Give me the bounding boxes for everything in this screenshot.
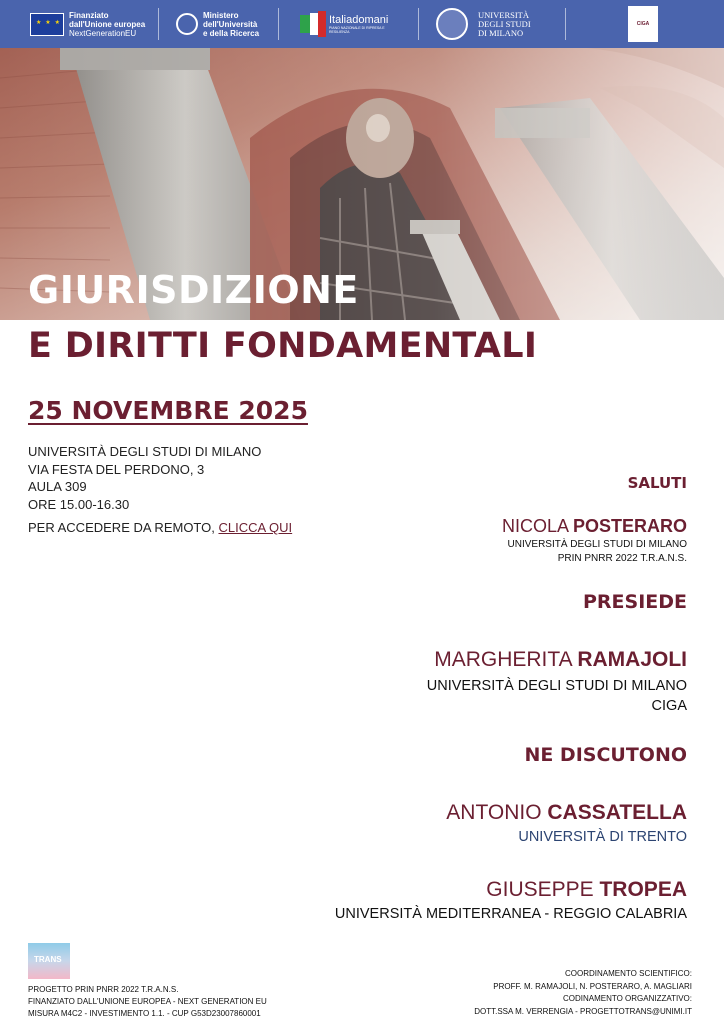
logo-bar [0,0,724,48]
event-date: 25 NOVEMBRE 2025 [28,396,308,425]
discutono-heading: NE DISCUTONO [524,744,687,766]
presiede-affiliation: UNIVERSITÀ DEGLI STUDI DI MILANO CIGA [426,678,687,714]
speaker-cassatella: ANTONIO CASSATELLA [446,801,687,824]
eu-logo: ★ ★ ★ Finanziato dall'Unione europea NextGenerationEU [30,6,145,42]
speaker-cassatella-affiliation: UNIVERSITÀ DI TRENTO [518,829,687,845]
eu-flag-icon [30,13,64,36]
title-line-1: GIURISDIZIONE [28,268,359,312]
remote-access: PER ACCEDERE DA REMOTO, CLICCA QUI [28,520,293,535]
unimi-seal-icon [436,8,468,40]
saluti-speaker: NICOLA POSTERARO [501,516,687,536]
event-place: UNIVERSITÀ DEGLI STUDI DI MILANO VIA FESTA DEL PERDONO, 3 AULA 309 ORE 15.00-16.30 [28,444,262,512]
remote-link[interactable]: CLICCA QUI [218,520,293,535]
footer-project-info: PROGETTO PRIN PNRR 2022 T.R.A.N.S. FINANZIATO DALL'UNIONE EUROPEA - NEXT GENERATION EU MISURA M4C2 - INVESTIMENTO 1.1. - CUP G53D23007860001 [28,985,267,1018]
presiede-speaker: MARGHERITA RAMAJOLI [434,648,687,671]
unimi-logo: UNIVERSITÀ DEGLI STUDI DI MILANO [436,6,531,42]
trans-logo: TRANS [28,943,70,979]
italy-flag-icon [298,11,326,37]
mur-logo: Ministero dell'Università e della Ricerca [176,6,259,42]
title-line-2: E DIRITTI FONDAMENTALI [28,326,538,366]
speaker-tropea-affiliation: UNIVERSITÀ MEDITERRANEA - REGGIO CALABRIA [334,906,687,922]
saluti-heading: SALUTI [627,474,687,492]
presiede-heading: PRESIEDE [582,591,687,613]
italiadomani-logo: Italiadomani PIANO NAZIONALE DI RIPRESA E RESILIENZA [298,6,399,42]
ciga-logo: CIGA [628,6,658,42]
footer-coordination: COORDINAMENTO SCIENTIFICO: PROFF. M. RAMAJOLI, N. POSTERARO, A. MAGLIARI CODINAMENTO ORGANIZZATIVO: DOTT.SSA M. VERRENGIA - PROGETTOTRANS@UNIMI.IT [474,969,692,1016]
republic-emblem-icon [176,13,198,35]
speaker-tropea: GIUSEPPE TROPEA [486,878,687,901]
saluti-affiliation: UNIVERSITÀ DEGLI STUDI DI MILANO PRIN PNRR 2022 T.R.A.N.S. [507,539,687,564]
